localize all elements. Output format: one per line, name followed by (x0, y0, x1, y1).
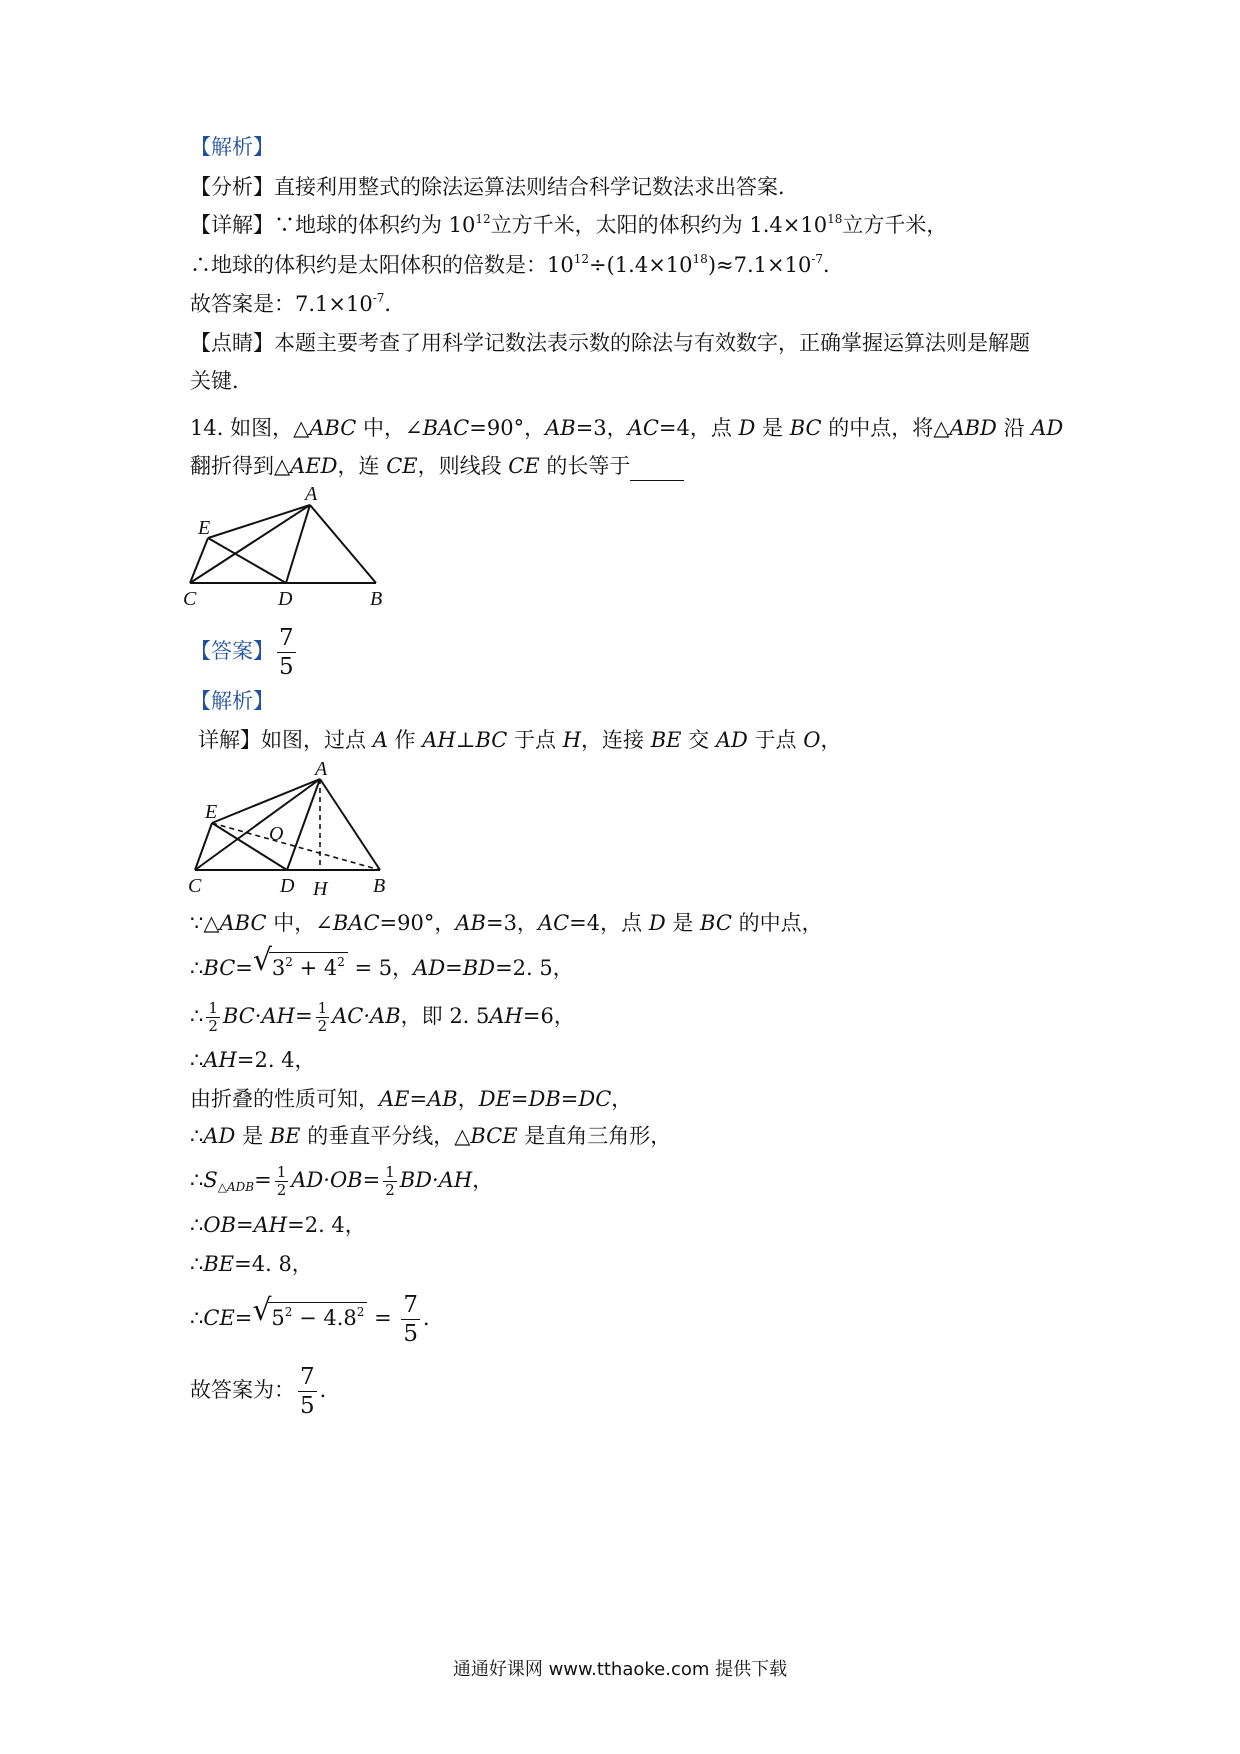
text-run: ， (392, 956, 414, 980)
text-run: ∴ (190, 1252, 204, 1276)
text-run: 于点 (747, 728, 804, 752)
step-7: $\therefore S_{\triangle ADB}=$ $\frac{1}{2}$ AD·OB= $\frac{1}{2}$ BD·AH， (190, 1163, 494, 1199)
text-run: =2. 4， (287, 1213, 366, 1237)
text-run: 是 (755, 416, 790, 440)
math-symbol: ABC (219, 911, 267, 935)
question-14-line-1 (190, 413, 1063, 443)
math-symbol: D (738, 416, 756, 440)
math-symbol: AH (422, 728, 456, 752)
math-symbol: AB (545, 416, 576, 440)
math-symbol: AH (203, 1048, 237, 1072)
text-run: 中，∠ (356, 416, 423, 440)
text-run: =4，点 (658, 416, 739, 440)
text-run: =6， (522, 1004, 575, 1028)
fig2-label-A: A (315, 758, 328, 780)
math-symbol: BE (269, 1124, 301, 1148)
text-run: = (510, 1087, 529, 1111)
question-14-line-2 (190, 451, 684, 481)
math-symbol: ABD (949, 416, 997, 440)
text-run: 的垂直平分线，△ (300, 1124, 471, 1148)
math-symbol: OB (203, 1213, 237, 1237)
text-run: 详解】如图，过点 (198, 728, 373, 752)
ratio-line: ∴地球的体积约是太阳体积的倍数是：$10^{12}\div(1.4\times 10^{18})\approx 7.1\times 10^{-7}$． (190, 252, 845, 277)
step-3: ∴ $\frac{1}{2}$ BC·AH= $\frac{1}{2}$ AC·AB，即 2. 5AH=6， (190, 999, 575, 1035)
fig2-label-D: D (280, 875, 295, 897)
answer-blank (630, 460, 684, 481)
text-run: 作 (387, 728, 423, 752)
detail-line-13: 【详解】∵地球的体积约为 $10^{12}$立方千米，太阳的体积约为 $1.4\times 10^{18}$立方千米， (190, 212, 948, 237)
text-run: =3， (575, 416, 628, 440)
fig1-label-E: E (198, 517, 211, 539)
text-run: =4，点 (569, 911, 649, 935)
detail-intro-14 (198, 725, 841, 755)
figure-2 (185, 755, 415, 905)
text-run: 的长等于 (539, 454, 631, 478)
text-run: 由折叠的性质可知， (190, 1087, 379, 1111)
math-symbol: AH (489, 1004, 523, 1028)
fig2-label-E: E (205, 801, 218, 823)
math-symbol: AED (290, 454, 338, 478)
text-run: ∴ (190, 1213, 204, 1237)
step-9 (190, 1249, 313, 1279)
text-run: ， (457, 1087, 479, 1111)
text-run: = (409, 1087, 428, 1111)
math-symbol: BC (475, 728, 508, 752)
step-8 (190, 1210, 366, 1240)
text-run: ，连接 (581, 728, 651, 752)
fig1-label-A: A (305, 483, 318, 505)
fig1-label-C: C (183, 588, 197, 610)
math-symbol: BAC (332, 911, 380, 935)
fig2-label-C: C (188, 875, 202, 897)
fig1-label-D: D (278, 588, 293, 610)
text-run: 14. 如图，△ (190, 416, 310, 440)
text-run: ⊥ (455, 728, 476, 752)
math-symbol: AD (203, 1124, 236, 1148)
fig2-label-H: H (313, 878, 328, 900)
fig2-label-O: O (269, 823, 284, 845)
math-symbol: O (803, 728, 821, 752)
footer-text: 通通好课网 www.tthaoke.com 提供下载 (452, 1659, 788, 1680)
math-symbol: BE (203, 1252, 235, 1276)
math-symbol: AD (1031, 416, 1064, 440)
figure-1 (180, 480, 410, 615)
dianjing-line-2: 关键． (190, 369, 253, 393)
step-6 (190, 1121, 671, 1151)
math-symbol: AD (413, 956, 446, 980)
text-run: ，连 (337, 454, 387, 478)
text-run: ，即 2. 5 (400, 1004, 490, 1028)
math-symbol: BC (700, 911, 732, 935)
math-symbol: CE (386, 454, 418, 478)
text-run: =2. 5， (495, 956, 574, 980)
sqrt-bc: √ $3^2 + 4^2$ (253, 952, 348, 983)
math-symbol: BD (462, 956, 496, 980)
text-run: =3， (485, 911, 538, 935)
text-run: 交 (681, 728, 716, 752)
text-run: 中，∠ (266, 911, 333, 935)
final-answer: 故答案为： $\frac{7}{5}$ ． (190, 1364, 341, 1419)
text-run: =90°， (469, 416, 546, 440)
text-run: =90°， (379, 911, 456, 935)
text-run: 是 (665, 911, 701, 935)
math-symbol: DE (478, 1087, 511, 1111)
math-symbol: DC (578, 1087, 612, 1111)
math-symbol: BCE (470, 1124, 518, 1148)
math-symbol: BC (789, 416, 822, 440)
fig2-label-B: B (373, 875, 386, 897)
math-symbol: AC (627, 416, 659, 440)
step-5 (190, 1084, 632, 1114)
sqrt-ce: √ $5^2 - 4.8^2$ (252, 1302, 367, 1333)
math-symbol: AB (427, 1087, 458, 1111)
step-1 (190, 908, 823, 938)
math-symbol: ABC (309, 416, 357, 440)
text-run: 翻折得到△ (190, 454, 291, 478)
step-4 (190, 1045, 316, 1075)
math-symbol: A (372, 728, 388, 752)
dianjing-line-1: 【点睛】本题主要考查了用科学记数法表示数的除法与有效数字，正确掌握运算法则是解题 (190, 331, 1030, 355)
answer-line-13: 故答案是：$7.1\times 10^{-7}$． (190, 291, 406, 316)
text-run: 的中点，将△ (821, 416, 950, 440)
math-symbol: BE (650, 728, 682, 752)
math-symbol: AD (715, 728, 748, 752)
text-run: ∴ (190, 1124, 204, 1148)
text-run: 于点 (507, 728, 563, 752)
jiexi-heading-14: 【解析】 (190, 689, 274, 713)
step-2: ∴BC= √ $3^2 + 4^2 = 5$，AD=BD=2. 5， (190, 952, 574, 983)
text-run: 是 (235, 1124, 270, 1148)
text-run: ∵△ (190, 911, 220, 935)
answer-14: 【答案】 $\frac{7}{5}$ (190, 625, 294, 680)
math-symbol: AE (379, 1087, 410, 1111)
text-run: = (445, 956, 463, 980)
text-run: ，则线段 (417, 454, 509, 478)
text-run: 的中点， (731, 911, 823, 935)
text-run: 是直角三角形， (517, 1124, 672, 1148)
answer-fraction: $\frac{7}{5}$ (279, 625, 294, 680)
text-run: = (560, 1087, 579, 1111)
text-run: ， (611, 1087, 633, 1111)
math-symbol: BAC (422, 416, 470, 440)
text-run: =4. 8， (234, 1252, 313, 1276)
text-run: = (236, 1213, 254, 1237)
text-run: =2. 4， (236, 1048, 316, 1072)
math-symbol: CE (508, 454, 540, 478)
math-symbol: D (648, 911, 666, 935)
analysis-line: 【分析】直接利用整式的除法运算法则结合科学记数法求出答案． (190, 175, 799, 199)
jiexi-heading-13: 【解析】 (190, 135, 274, 159)
text-run: 沿 (996, 416, 1032, 440)
text-run: ， (820, 728, 842, 752)
math-symbol: AC (537, 911, 570, 935)
fig1-label-B: B (370, 588, 383, 610)
math-symbol: H (562, 728, 582, 752)
math-symbol: AH (253, 1213, 288, 1237)
step-10: ∴CE= √ $5^2 - 4.8^2$ = $\frac{7}{5}$ ． (190, 1292, 444, 1347)
text-run: ∴ (190, 1048, 204, 1072)
math-symbol: AB (455, 911, 486, 935)
math-symbol: DB (528, 1087, 561, 1111)
